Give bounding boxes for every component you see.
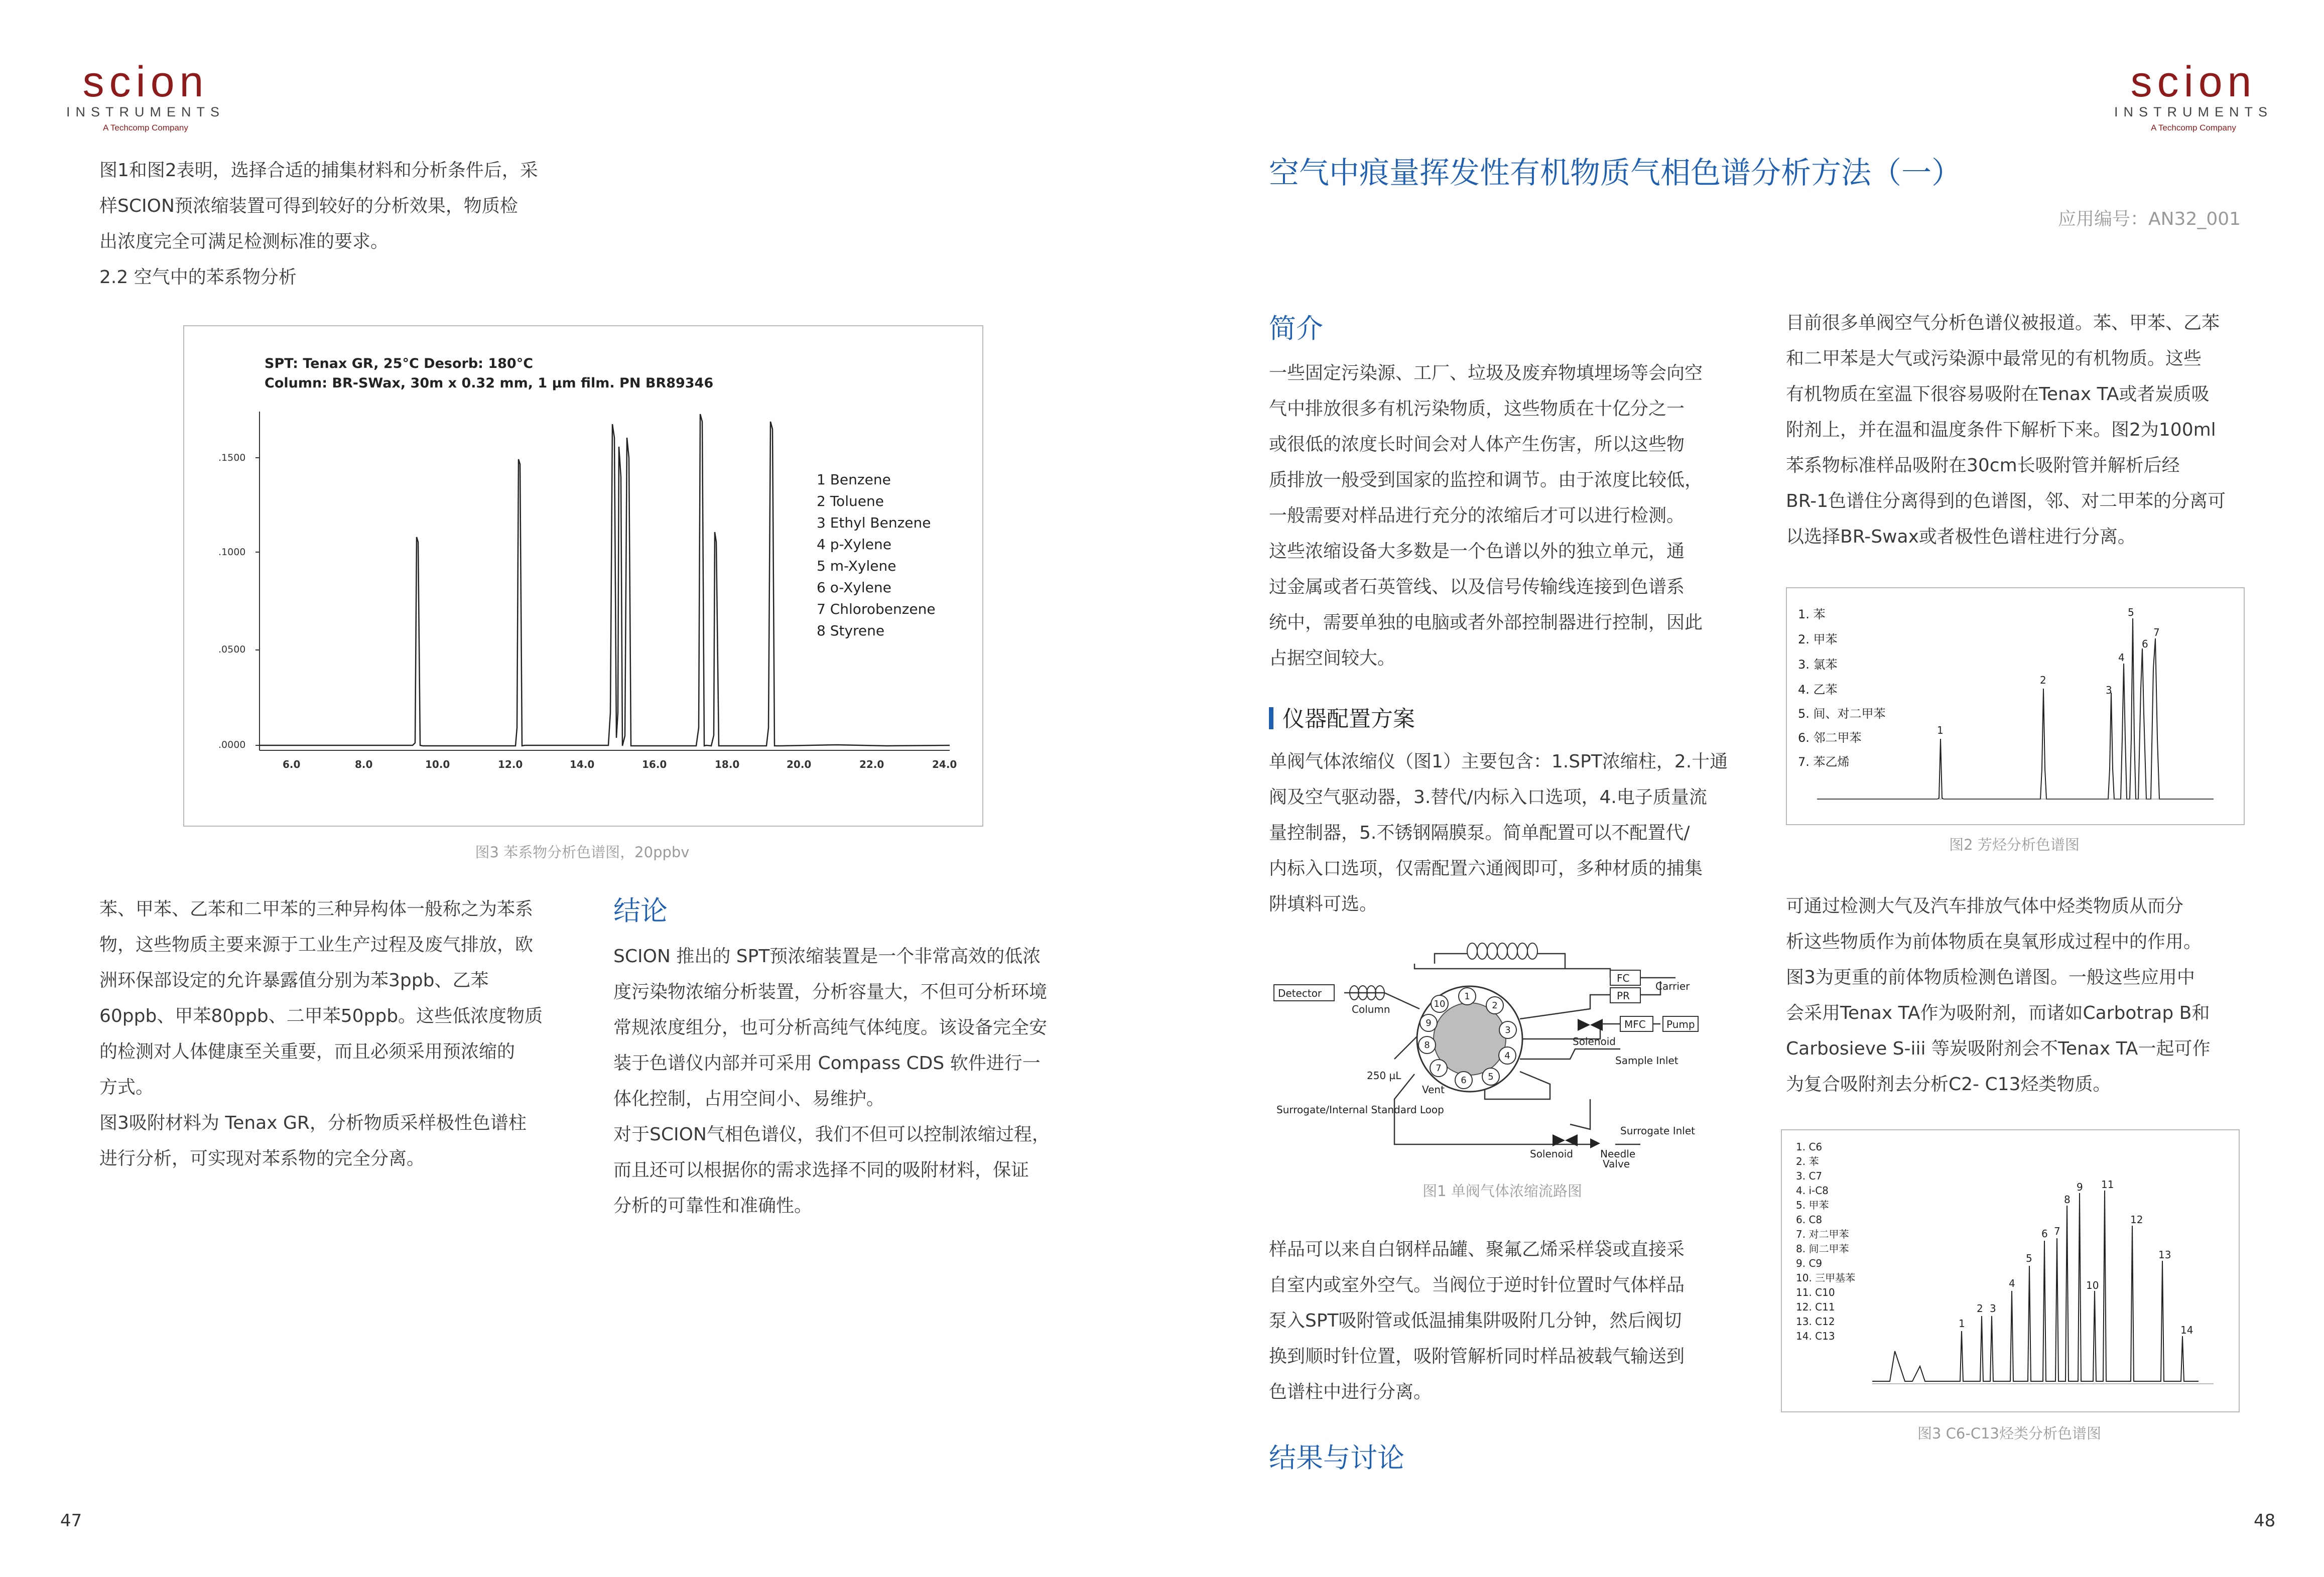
paragraph-line: 或很低的浓度长时间会对人体产生伤害，所以这些物 bbox=[1269, 434, 1685, 455]
legend-entry: 6 o-Xylene bbox=[817, 579, 891, 596]
figure-caption: 图1 单阀气体浓缩流路图 bbox=[1423, 1182, 1582, 1200]
x-tick-label: 20.0 bbox=[787, 758, 812, 770]
peak-label: 14 bbox=[2180, 1324, 2193, 1336]
legend-entry: 8 Styrene bbox=[817, 622, 885, 639]
hydrocarbon-chromatogram-chart bbox=[1782, 1130, 2239, 1411]
brand-wordmark: scion bbox=[82, 58, 209, 106]
peak-label: 5 bbox=[2026, 1252, 2032, 1264]
paragraph-line: 会采用Tenax TA作为吸附剂，而诸如Carbotrap B和 bbox=[1786, 1003, 2210, 1023]
chart-info-line1: SPT: Tenax GR, 25°C Desorb: 180°C bbox=[265, 356, 534, 371]
brand-subtitle: INSTRUMENTS bbox=[66, 104, 225, 119]
left-column1-text bbox=[99, 891, 576, 1176]
peak-label: 3 bbox=[1990, 1302, 1996, 1315]
x-tick-label: 24.0 bbox=[932, 758, 957, 770]
paragraph-line: BR-1色谱住分离得到的色谱图，邻、对二甲苯的分离可 bbox=[1786, 491, 2226, 511]
intro-heading: 简介 bbox=[1269, 313, 1323, 344]
chart-info-line2: Column: BR-SWax, 30m x 0.32 mm, 1 µm film. PN BR89346 bbox=[265, 375, 714, 391]
port-label: 7 bbox=[1436, 1063, 1442, 1074]
paragraph-line: 和二甲苯是大气或污染源中最常见的有机物质。这些 bbox=[1786, 348, 2202, 369]
peak-label: 8 bbox=[2064, 1194, 2071, 1206]
x-tick-label: 8.0 bbox=[355, 758, 373, 770]
paragraph-line: 体化控制，占用空间小、易维护。 bbox=[613, 1089, 885, 1109]
paragraph-line: 阱填料可选。 bbox=[1269, 894, 1378, 914]
legend-entry: 2. 甲苯 bbox=[1798, 632, 1838, 646]
paragraph-line: 苯系物标准样品吸附在30cm长吸附管并解析后经 bbox=[1786, 455, 2180, 476]
legend-entry: 3. 氯苯 bbox=[1798, 658, 1838, 672]
y-tick-label: .0000 bbox=[218, 739, 246, 750]
legend-entry: 3. C7 bbox=[1796, 1170, 1823, 1182]
brand-subtitle: INSTRUMENTS bbox=[2114, 104, 2273, 119]
peak-label: 13 bbox=[2158, 1249, 2171, 1261]
paragraph-line: 常规浓度组分，也可分析高纯气体纯度。该设备完全安 bbox=[613, 1017, 1048, 1038]
page-number-left: 47 bbox=[60, 1511, 82, 1531]
paragraph-line: 可通过检测大气及汽车排放气体中烃类物质从而分 bbox=[1786, 896, 2184, 916]
paragraph-line: 量控制器，5.不锈钢隔膜泵。简单配置可以不配置代/ bbox=[1269, 823, 1690, 843]
chart-legend bbox=[1796, 1141, 1855, 1342]
paragraph-line: 占据空间较大。 bbox=[1269, 648, 1396, 669]
valve-label: Valve bbox=[1603, 1158, 1630, 1169]
port-label: 2 bbox=[1492, 1000, 1498, 1011]
brand-tagline: A Techcomp Company bbox=[103, 123, 188, 133]
port-label: 5 bbox=[1488, 1072, 1494, 1082]
legend-entry: 8. 间二甲苯 bbox=[1796, 1243, 1849, 1255]
peak-label: 2 bbox=[2040, 674, 2046, 686]
paragraph-line: 析这些物质作为前体物质在臭氧形成过程中的作用。 bbox=[1786, 932, 2202, 952]
sample-text bbox=[1269, 1232, 1736, 1410]
figure-caption: 图3 C6-C13烃类分析色谱图 bbox=[1917, 1425, 2101, 1442]
paragraph-line: 质排放一般受到国家的监控和调节。由于浓度比较低， bbox=[1269, 470, 1703, 490]
figure-aromatics-chromatogram bbox=[1786, 587, 2245, 825]
y-tick-label: .0500 bbox=[218, 644, 246, 655]
document-title: 空气中痕量挥发性有机物质气相色谱分析方法（一） bbox=[1269, 156, 1962, 191]
peak-label: 1 bbox=[1959, 1318, 1965, 1330]
legend-entry: 13. C12 bbox=[1796, 1316, 1835, 1328]
paragraph-line: 样品可以来自白钢样品罐、聚氟乙烯采样袋或直接采 bbox=[1269, 1239, 1685, 1260]
x-tick-label: 22.0 bbox=[859, 758, 884, 770]
loop-label: Surrogate/Internal Standard Loop bbox=[1276, 1104, 1444, 1116]
needle-label: Needle bbox=[1600, 1148, 1636, 1160]
paragraph-line: 一些固定污染源、工厂、垃圾及废弃物填埋场等会向空 bbox=[1269, 363, 1703, 383]
solenoid-label: Solenoid bbox=[1530, 1148, 1573, 1160]
x-tick-label: 16.0 bbox=[642, 758, 667, 770]
aromatics-chromatogram-chart bbox=[1787, 588, 2244, 824]
fc-label: FC bbox=[1617, 972, 1630, 984]
paragraph-line: 气中排放很多有机污染物质，这些物质在十亿分之一 bbox=[1269, 399, 1685, 419]
peak-label: 10 bbox=[2086, 1279, 2099, 1291]
peak-label: 6 bbox=[2041, 1228, 2048, 1240]
x-tick-label: 18.0 bbox=[715, 758, 740, 770]
column-label: Column bbox=[1352, 1003, 1390, 1015]
paragraph-line: 图3为更重的前体物质检测色谱图。一般这些应用中 bbox=[1786, 967, 2195, 988]
legend-entry: 9. C9 bbox=[1796, 1257, 1823, 1269]
config-heading bbox=[1269, 704, 1415, 734]
peak-label: 5 bbox=[2128, 606, 2134, 618]
brand-wordmark: scion bbox=[2130, 58, 2257, 106]
y-tick-label: .1500 bbox=[218, 452, 246, 463]
paragraph-line: 对于SCION气相色谱仪，我们不但可以控制浓缩过程， bbox=[613, 1124, 1050, 1145]
pump-label: Pump bbox=[1666, 1018, 1695, 1030]
paragraph-line: 图1和图2表明，选择合适的捕集材料和分析条件后，采 bbox=[99, 160, 538, 181]
peak-labels bbox=[1937, 606, 2160, 736]
peak-labels bbox=[1959, 1178, 2193, 1336]
port-label: 9 bbox=[1426, 1018, 1432, 1028]
paragraph-line: 自室内或室外空气。当阀位于逆时针位置时气体样品 bbox=[1269, 1275, 1685, 1295]
paragraph-line: 过金属或者石英管线、以及信号传输线连接到色谱系 bbox=[1269, 577, 1685, 597]
legend-entry: 5. 甲苯 bbox=[1796, 1199, 1829, 1211]
legend-entry: 2 Toluene bbox=[817, 493, 884, 509]
valve-flow-diagram bbox=[1269, 934, 1736, 1169]
paragraph-line: 的检测对人体健康至关重要，而且必须采用预浓缩的 bbox=[99, 1041, 515, 1062]
paragraph-line: 60ppb、甲苯80ppb、二甲苯50ppb。这些低浓度物质 bbox=[99, 1006, 543, 1026]
paragraph-line: 图3吸附材料为 Tenax GR，分析物质采样极性色谱柱 bbox=[99, 1113, 527, 1133]
paragraph-line: 为复合吸附剂去分析C2- C13烃类物质。 bbox=[1786, 1074, 2111, 1095]
paragraph-line: Carbosieve S-iii 等炭吸附剂会不Tenax TA一起可作 bbox=[1786, 1038, 2211, 1059]
legend-entry: 4. i-C8 bbox=[1796, 1185, 1829, 1197]
config-heading-text: 仪器配置方案 bbox=[1282, 706, 1415, 732]
paragraph-line: 度污染物浓缩分析装置，分析容量大，不但可分析环境 bbox=[613, 982, 1048, 1002]
paragraph-line: 洲环保部设定的允许暴露值分别为苯3ppb、乙苯 bbox=[99, 970, 489, 991]
legend-entry: 10. 三甲基苯 bbox=[1796, 1272, 1856, 1284]
peak-label: 7 bbox=[2054, 1225, 2060, 1237]
coil-top bbox=[1467, 943, 1537, 959]
x-tick-label: 12.0 bbox=[498, 758, 523, 770]
conclusion-text bbox=[613, 939, 1095, 1224]
port-label: 4 bbox=[1504, 1050, 1510, 1061]
brand-logo-right bbox=[2103, 60, 2284, 134]
figure-caption: 图3 苯系物分析色谱图，20ppbv bbox=[475, 844, 690, 861]
legend-entry: 6. C8 bbox=[1796, 1214, 1823, 1226]
legend-entry: 5. 间、对二甲苯 bbox=[1798, 707, 1886, 721]
paragraph-line: 分析的可靠性和准确性。 bbox=[613, 1196, 813, 1216]
legend-entry: 3 Ethyl Benzene bbox=[817, 514, 931, 531]
right-column-top-text bbox=[1786, 305, 2253, 555]
x-tick-label: 14.0 bbox=[570, 758, 595, 770]
legend-entry: 7. 苯乙烯 bbox=[1798, 755, 1850, 769]
x-tick-label: 10.0 bbox=[425, 758, 450, 770]
legend-entry: 11. C10 bbox=[1796, 1286, 1835, 1298]
figure-hydrocarbon-chromatogram bbox=[1781, 1129, 2240, 1412]
paragraph-line: 目前很多单阀空气分析色谱仪被报道。苯、甲苯、乙苯 bbox=[1786, 313, 2220, 333]
paragraph-line: 装于色谱仪内部并可采用 Compass CDS 软件进行一 bbox=[613, 1053, 1041, 1074]
config-text bbox=[1269, 744, 1736, 922]
right-column-mid-text bbox=[1786, 888, 2253, 1102]
peak-label: 2 bbox=[1977, 1302, 1983, 1315]
mfc-label: MFC bbox=[1624, 1018, 1646, 1030]
paragraph-line: 一般需要对样品进行充分的浓缩后才可以进行检测。 bbox=[1269, 505, 1685, 526]
paragraph-line: 换到顺时针位置，吸附管解析同时样品被载气输送到 bbox=[1269, 1346, 1685, 1367]
legend-entry: 1 Benzene bbox=[817, 471, 891, 488]
port-label: 10 bbox=[1434, 999, 1446, 1009]
sample-inlet-label: Sample Inlet bbox=[1615, 1055, 1679, 1067]
legend-entry: 14. C13 bbox=[1796, 1330, 1835, 1342]
legend-entry: 2. 苯 bbox=[1796, 1155, 1819, 1167]
peak-label: 11 bbox=[2101, 1178, 2114, 1191]
x-tick-label: 6.0 bbox=[283, 758, 301, 770]
x-ticks bbox=[283, 758, 957, 770]
page-number-right: 48 bbox=[2254, 1511, 2276, 1531]
paragraph-line: 泵入SPT吸附管或低温捕集阱吸附几分钟，然后阀切 bbox=[1269, 1310, 1682, 1331]
chart-legend bbox=[1798, 607, 1886, 769]
port-label: 3 bbox=[1505, 1025, 1511, 1035]
peak-label: 6 bbox=[2142, 638, 2148, 650]
legend-entry: 1. C6 bbox=[1796, 1141, 1823, 1153]
brand-tagline: A Techcomp Company bbox=[2151, 123, 2236, 133]
results-heading: 结果与讨论 bbox=[1269, 1442, 1404, 1474]
solenoid-label: Solenoid bbox=[1573, 1035, 1616, 1047]
detector-label: Detector bbox=[1278, 987, 1322, 999]
needle-valve-icon bbox=[1590, 1138, 1600, 1148]
legend-entry: 6. 邻二甲苯 bbox=[1798, 731, 1862, 745]
conclusion-heading: 结论 bbox=[613, 895, 668, 927]
peak-label: 1 bbox=[1937, 724, 1944, 736]
chart-legend bbox=[817, 471, 936, 639]
volume-label: 250 µL bbox=[1367, 1070, 1401, 1082]
y-tick-label: .1000 bbox=[218, 547, 246, 558]
benzene-chromatogram-chart bbox=[184, 326, 982, 826]
paragraph-line: 出浓度完全可满足检测标准的要求。 bbox=[99, 231, 389, 252]
intro-text bbox=[1269, 355, 1736, 676]
peak-label: 3 bbox=[2106, 684, 2112, 696]
peak-label: 4 bbox=[2009, 1277, 2015, 1289]
port-label: 8 bbox=[1424, 1040, 1430, 1050]
paragraph-line: 色谱柱中进行分离。 bbox=[1269, 1382, 1432, 1402]
peak-label: 12 bbox=[2130, 1214, 2143, 1226]
paragraph-line: 附剂上，并在温和温度条件下解析下来。图2为100ml bbox=[1786, 420, 2216, 440]
figure-benzene-chromatogram bbox=[183, 325, 983, 827]
paragraph-line: 样SCION预浓缩装置可得到较好的分析效果，物质检 bbox=[99, 196, 518, 216]
paragraph-line: 苯、甲苯、乙苯和二甲苯的三种异构体一般称之为苯系 bbox=[99, 899, 534, 919]
legend-entry: 7. 对二甲苯 bbox=[1796, 1228, 1849, 1240]
paragraph-line: 这些浓缩设备大多数是一个色谱以外的独立单元，通 bbox=[1269, 541, 1685, 562]
legend-entry: 5 m-Xylene bbox=[817, 558, 896, 574]
section-heading-2-2: 2.2 空气中的苯系物分析 bbox=[99, 267, 297, 288]
paragraph-line: 物，这些物质主要来源于工业生产过程及废气排放，欧 bbox=[99, 935, 534, 955]
legend-entry: 7 Chlorobenzene bbox=[817, 601, 936, 617]
legend-entry: 4 p-Xylene bbox=[817, 536, 891, 553]
vent-label: Vent bbox=[1422, 1084, 1445, 1096]
surrogate-inlet-label: Surrogate Inlet bbox=[1620, 1125, 1695, 1137]
chromatogram-trace bbox=[1872, 1191, 2199, 1381]
paragraph-line: 有机物质在室温下很容易吸附在Tenax TA或者炭质吸 bbox=[1786, 384, 2210, 405]
paragraph-line: 统中，需要单独的电脑或者外部控制器进行控制，因此 bbox=[1269, 612, 1703, 633]
application-number: 应用编号：AN32_001 bbox=[2058, 209, 2241, 229]
paragraph-line: 而且还可以根据你的需求选择不同的吸附材料，保证 bbox=[613, 1160, 1029, 1180]
heading-accent-bar bbox=[1269, 707, 1273, 729]
figure-flow-diagram bbox=[1269, 934, 1736, 1169]
paragraph-line: 以选择BR-Swax或者极性色谱柱进行分离。 bbox=[1786, 527, 2136, 547]
legend-entry: 4. 乙苯 bbox=[1798, 683, 1838, 697]
left-intro-text bbox=[99, 153, 581, 295]
paragraph-line: 单阀气体浓缩仪（图1）主要包含：1.SPT浓缩柱，2.十通 bbox=[1269, 751, 1728, 772]
paragraph-line: 内标入口选项，仅需配置六通阀即可，多种材质的捕集 bbox=[1269, 858, 1703, 879]
legend-entry: 1. 苯 bbox=[1798, 607, 1826, 621]
peak-label: 4 bbox=[2118, 651, 2125, 664]
port-label: 6 bbox=[1461, 1075, 1467, 1086]
paragraph-line: SCION 推出的 SPT预浓缩装置是一个非常高效的低浓 bbox=[613, 946, 1041, 967]
solenoid-valve-icon bbox=[1578, 1019, 1590, 1031]
pr-label: PR bbox=[1617, 990, 1630, 1002]
paragraph-line: 阀及空气驱动器，3.替代/内标入口选项，4.电子质量流 bbox=[1269, 787, 1707, 808]
port-label: 1 bbox=[1464, 991, 1470, 1002]
peak-label: 9 bbox=[2077, 1181, 2083, 1193]
peak-label: 7 bbox=[2153, 626, 2160, 638]
paragraph-line: 进行分析，可实现对苯系物的完全分离。 bbox=[99, 1148, 425, 1169]
brand-logo-left bbox=[55, 60, 236, 134]
figure-caption: 图2 芳烃分析色谱图 bbox=[1949, 836, 2080, 853]
carrier-label: Carrier bbox=[1655, 980, 1690, 992]
paragraph-line: 方式。 bbox=[99, 1077, 154, 1098]
legend-entry: 12. C11 bbox=[1796, 1301, 1835, 1313]
